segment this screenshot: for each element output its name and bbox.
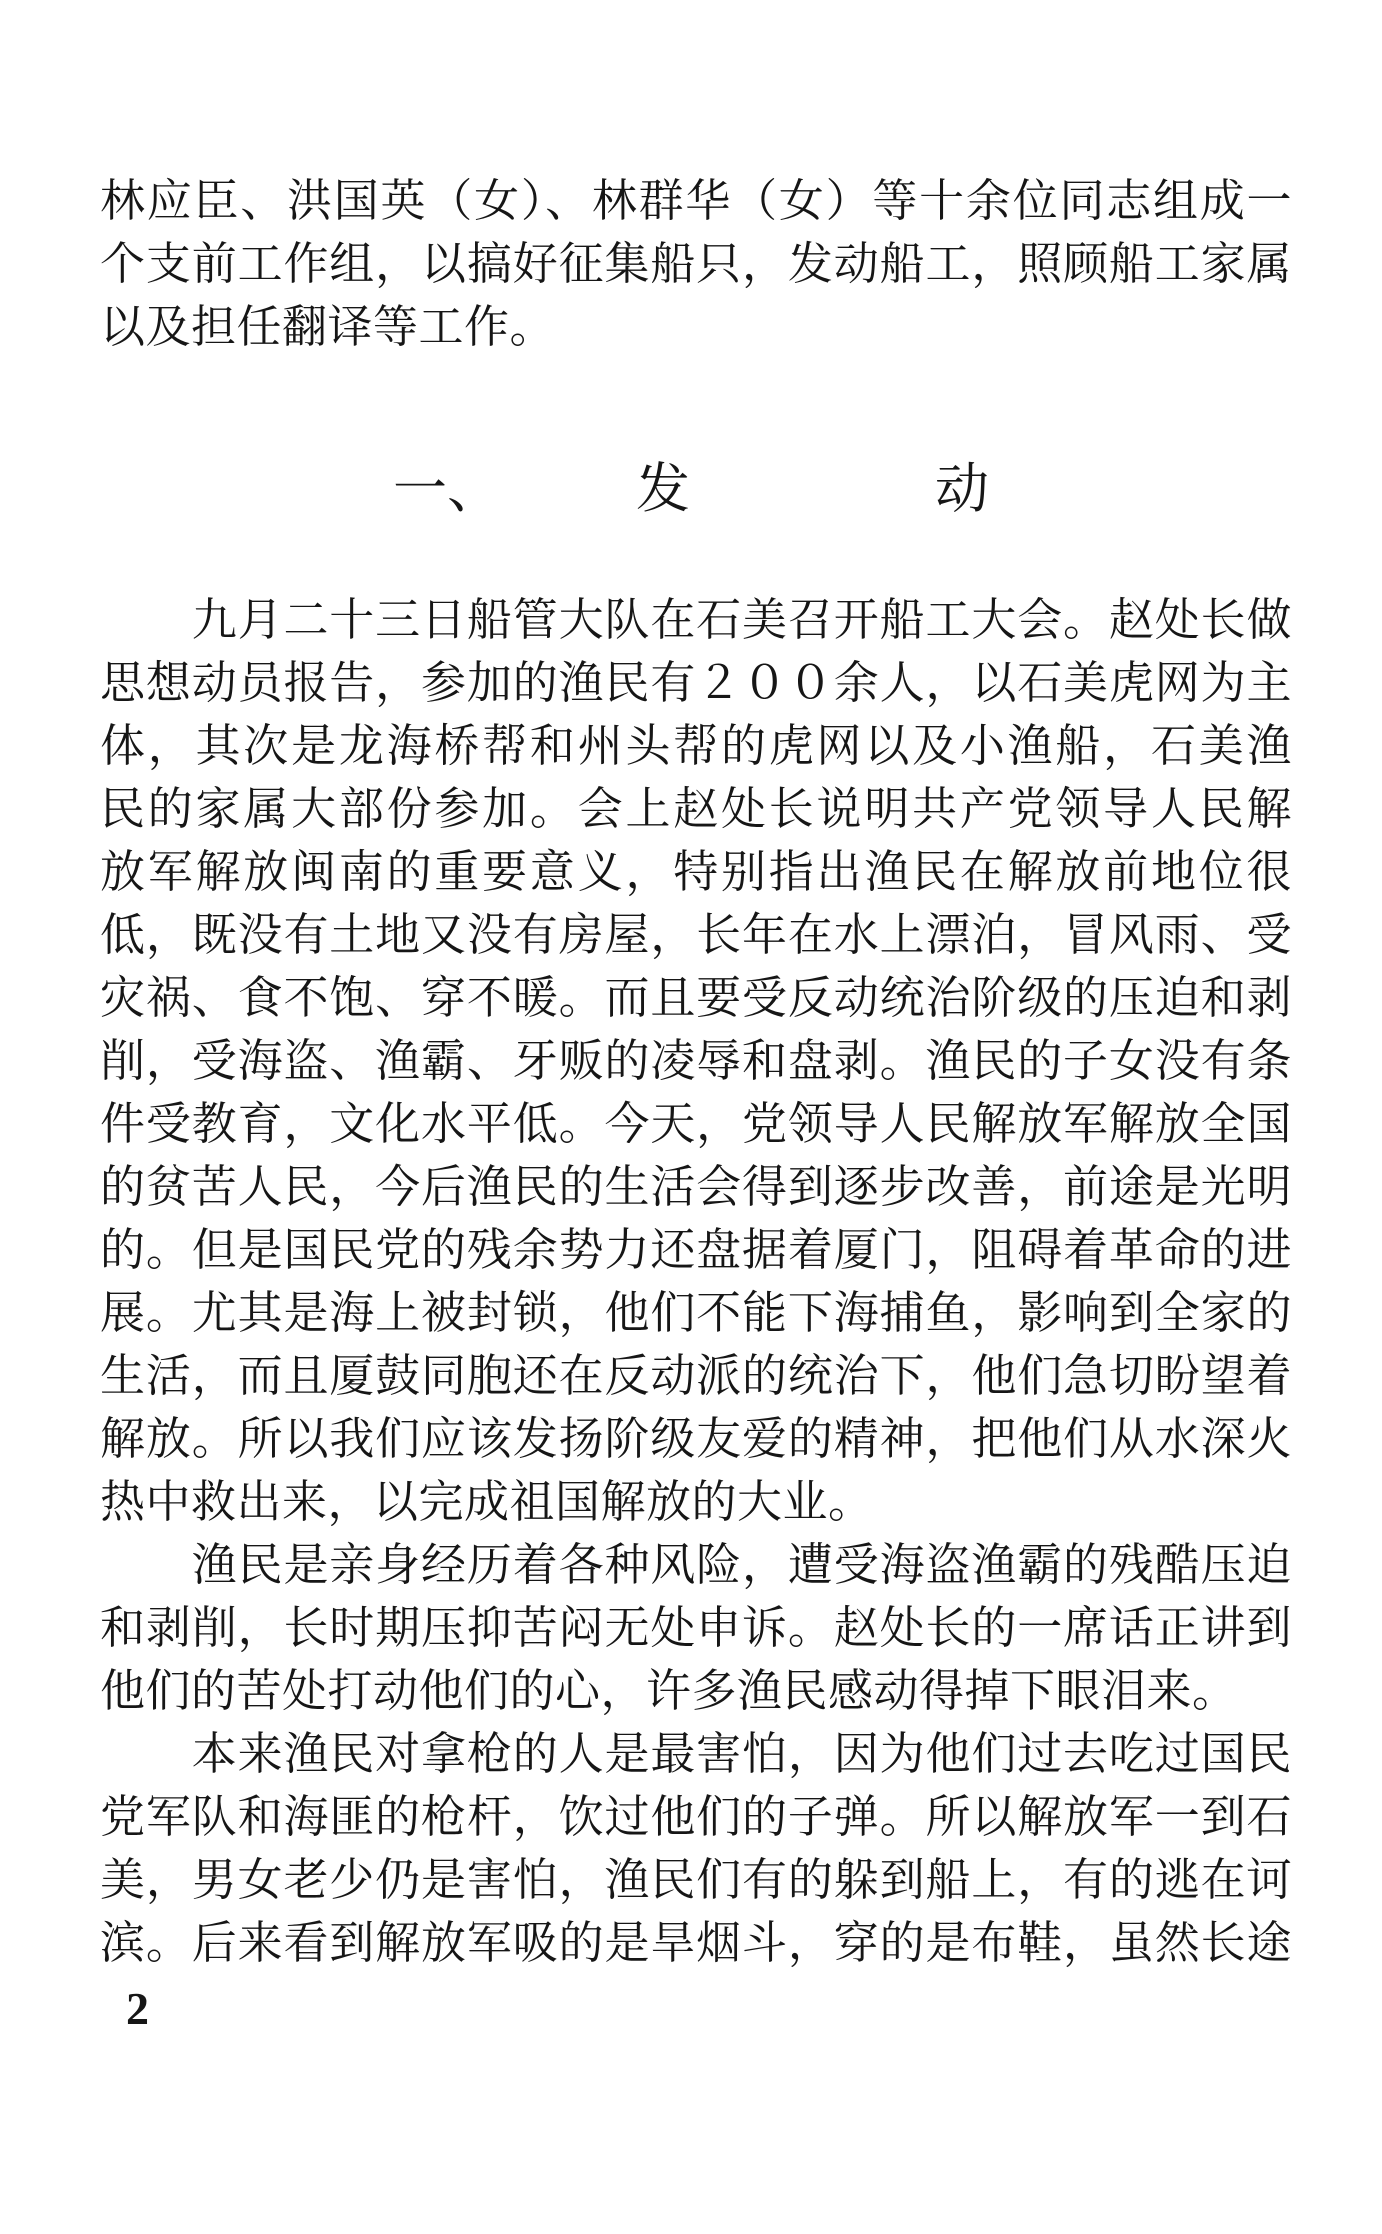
text-line: 九月二十三日船管大队在石美召开船工大会。赵处长做 xyxy=(100,595,1292,645)
page-number: 2 xyxy=(126,1983,149,2034)
section-heading xyxy=(0,446,1382,523)
text-line: 渔民是亲身经历着各种风险，遭受海盗渔霸的残酷压迫 xyxy=(100,1540,1292,1590)
text-line: 件受教育，文化水平低。今天，党领导人民解放军解放全国 xyxy=(100,1099,1292,1149)
text-line: 他们的苦处打动他们的心，许多渔民感动得掉下眼泪来。 xyxy=(100,1666,1238,1716)
text-line: 滨。后来看到解放军吸的是旱烟斗，穿的是布鞋，虽然长途 xyxy=(100,1918,1292,1968)
text-line: 民的家属大部份参加。会上赵处长说明共产党领导人民解 xyxy=(100,784,1292,834)
text-line: 的贫苦人民，今后渔民的生活会得到逐步改善，前途是光明 xyxy=(100,1162,1292,1212)
text-line: 体，其次是龙海桥帮和州头帮的虎网以及小渔船，石美渔 xyxy=(100,721,1292,771)
body-text xyxy=(100,589,1292,1975)
text-line: 党军队和海匪的枪杆，饮过他们的子弹。所以解放军一到石 xyxy=(100,1792,1292,1842)
text-line: 生活，而且厦鼓同胞还在反动派的统治下，他们急切盼望着 xyxy=(100,1351,1292,1401)
text-line: 美，男女老少仍是害怕，渔民们有的躲到船上，有的逃在诃 xyxy=(100,1855,1292,1905)
text-line: 低，既没有土地又没有房屋，长年在水上漂泊，冒风雨、受 xyxy=(100,910,1292,960)
text-line: 放军解放闽南的重要意义，特别指出渔民在解放前地位很 xyxy=(100,847,1292,897)
text-line: 解放。所以我们应该发扬阶级友爱的精神，把他们从水深火 xyxy=(100,1414,1292,1464)
text-line: 林应臣、洪国英（女）、林群华（女）等十余位同志组成一 xyxy=(100,176,1292,226)
text-line: 思想动员报告，参加的渔民有２００余人，以石美虎网为主 xyxy=(100,658,1292,708)
section-heading-char-2: 动 xyxy=(935,459,989,519)
section-heading-numeral: 一、 xyxy=(393,459,501,519)
text-line: 的。但是国民党的残余势力还盘据着厦门，阻碍着革命的进 xyxy=(100,1225,1292,1275)
text-line: 和剥削，长时期压抑苦闷无处申诉。赵处长的一席话正讲到 xyxy=(100,1603,1292,1653)
text-line: 展。尤其是海上被封锁，他们不能下海捕鱼，影响到全家的 xyxy=(100,1288,1292,1338)
text-line: 灾祸、食不饱、穿不暖。而且要受反动统治阶级的压迫和剥 xyxy=(100,973,1292,1023)
text-line: 以及担任翻译等工作。 xyxy=(100,302,556,352)
text-line: 本来渔民对拿枪的人是最害怕，因为他们过去吃过国民 xyxy=(100,1729,1292,1779)
section-heading-char-1: 发 xyxy=(636,459,690,519)
intro-paragraph xyxy=(100,170,1292,359)
text-line: 个支前工作组，以搞好征集船只，发动船工，照顾船工家属 xyxy=(100,239,1292,289)
text-line: 削，受海盗、渔霸、牙贩的凌辱和盘剥。渔民的子女没有条 xyxy=(100,1036,1292,1086)
text-line: 热中救出来，以完成祖国解放的大业。 xyxy=(100,1477,874,1527)
